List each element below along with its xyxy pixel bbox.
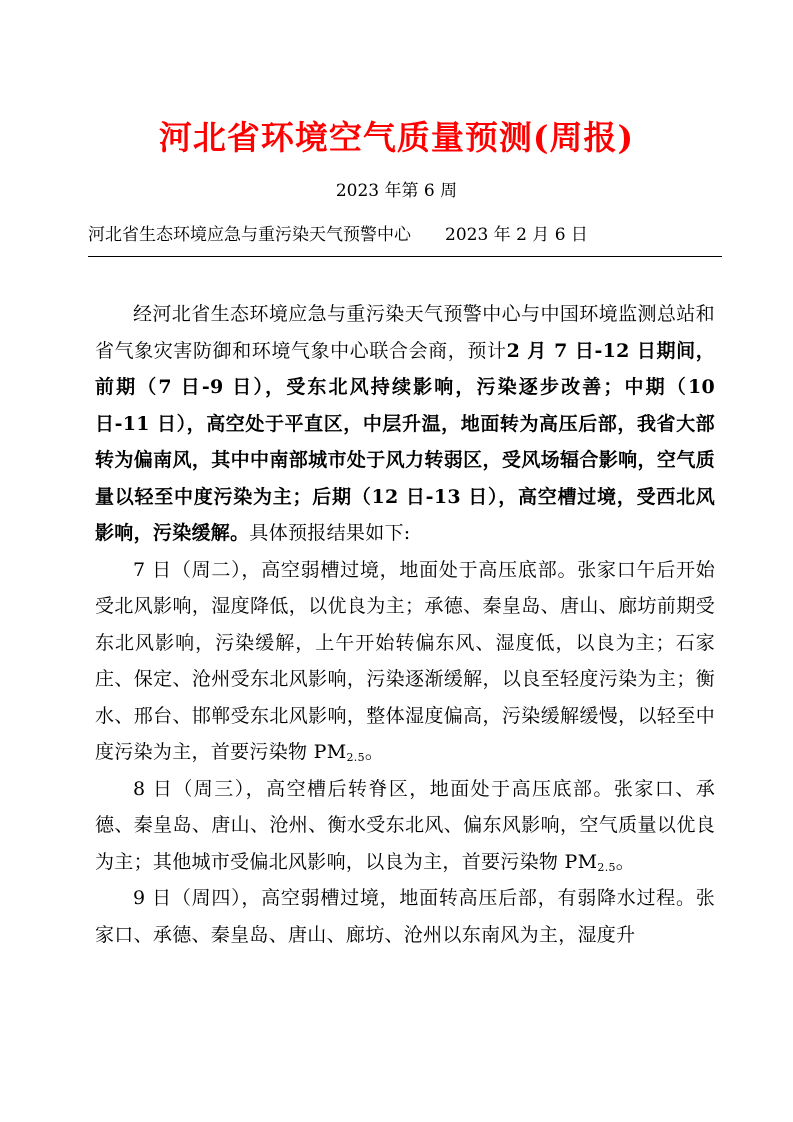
header-divider — [88, 256, 722, 257]
document-body — [95, 296, 715, 953]
document-title: 河北省环境空气质量预测(周报) — [158, 118, 635, 157]
day9-paragraph — [95, 880, 715, 953]
week-label: 2023 年第 6 周 — [335, 181, 458, 201]
pm-subscript: 2.5 — [346, 751, 365, 764]
pm-base: PM — [313, 741, 347, 763]
pm-base: PM — [564, 850, 598, 873]
end-mark: 。 — [615, 850, 636, 873]
day7-paragraph — [95, 552, 715, 771]
intro-paragraph — [95, 296, 715, 552]
intro-bold-text: 2 月 7 日-12 日期间，前期（7 日-9 日），受东北风持续影响，污染逐步改善；中期（10 日-11 日），高空处于平直区，中层升温，地面转为高压后部，我省大部转为偏南风，其中中南部城市处于风力转弱区，受风场辐合影响，空气质量以轻至中度污染为主；后期（12 日-13 日），高空槽过境，受西北风影响，污染缓解。 — [95, 339, 715, 544]
day8-text: 8 日（周三），高空槽后转脊区，地面处于高压底部。张家口、承德、秦皇岛、唐山、沧州、衡水受东北风、偏东风影响，空气质量以优良为主；其他城市受偏北风影响，以良为主，首要污染物 — [95, 777, 715, 873]
day8-paragraph — [95, 771, 715, 881]
pm25-label — [314, 741, 365, 763]
intro-normal-text: 经河北省生态环境应急与重污染天气预警中心与中国环境监测总站和省气象灾害防御和环境气象中心联合会商，预计 — [95, 303, 715, 362]
issuer-org: 河北省生态环境应急与重污染天气预警中心 — [88, 225, 411, 245]
day7-text: 7 日（周二），高空弱槽过境，地面处于高压底部。张家口午后开始受北风影响，湿度降低，以优良为主；承德、秦皇岛、唐山、廊坊前期受东北风影响，污染缓解，上午开始转偏东风、湿度低，以良为主；石家庄、保定、沧州受东北风影响，污染逐渐缓解，以良至轻度污染为主；衡水、邢台、邯郸受东北风影响，整体湿度偏高，污染缓解缓慢，以轻至中度污染为主，首要污染物 — [95, 558, 715, 763]
pm-subscript: 2.5 — [597, 860, 616, 874]
intro-tail-text: 具体预报结果如下: — [249, 522, 411, 544]
day9-text: 9 日（周四），高空弱槽过境，地面转高压后部，有弱降水过程。张家口、承德、秦皇岛、唐山、廊坊、沧州以东南风为主，湿度升 — [95, 887, 715, 946]
issue-date: 2023 年 2 月 6 日 — [445, 225, 588, 245]
pm25-label — [565, 851, 616, 873]
end-mark: 。 — [364, 741, 385, 763]
issuer-line — [88, 220, 588, 245]
